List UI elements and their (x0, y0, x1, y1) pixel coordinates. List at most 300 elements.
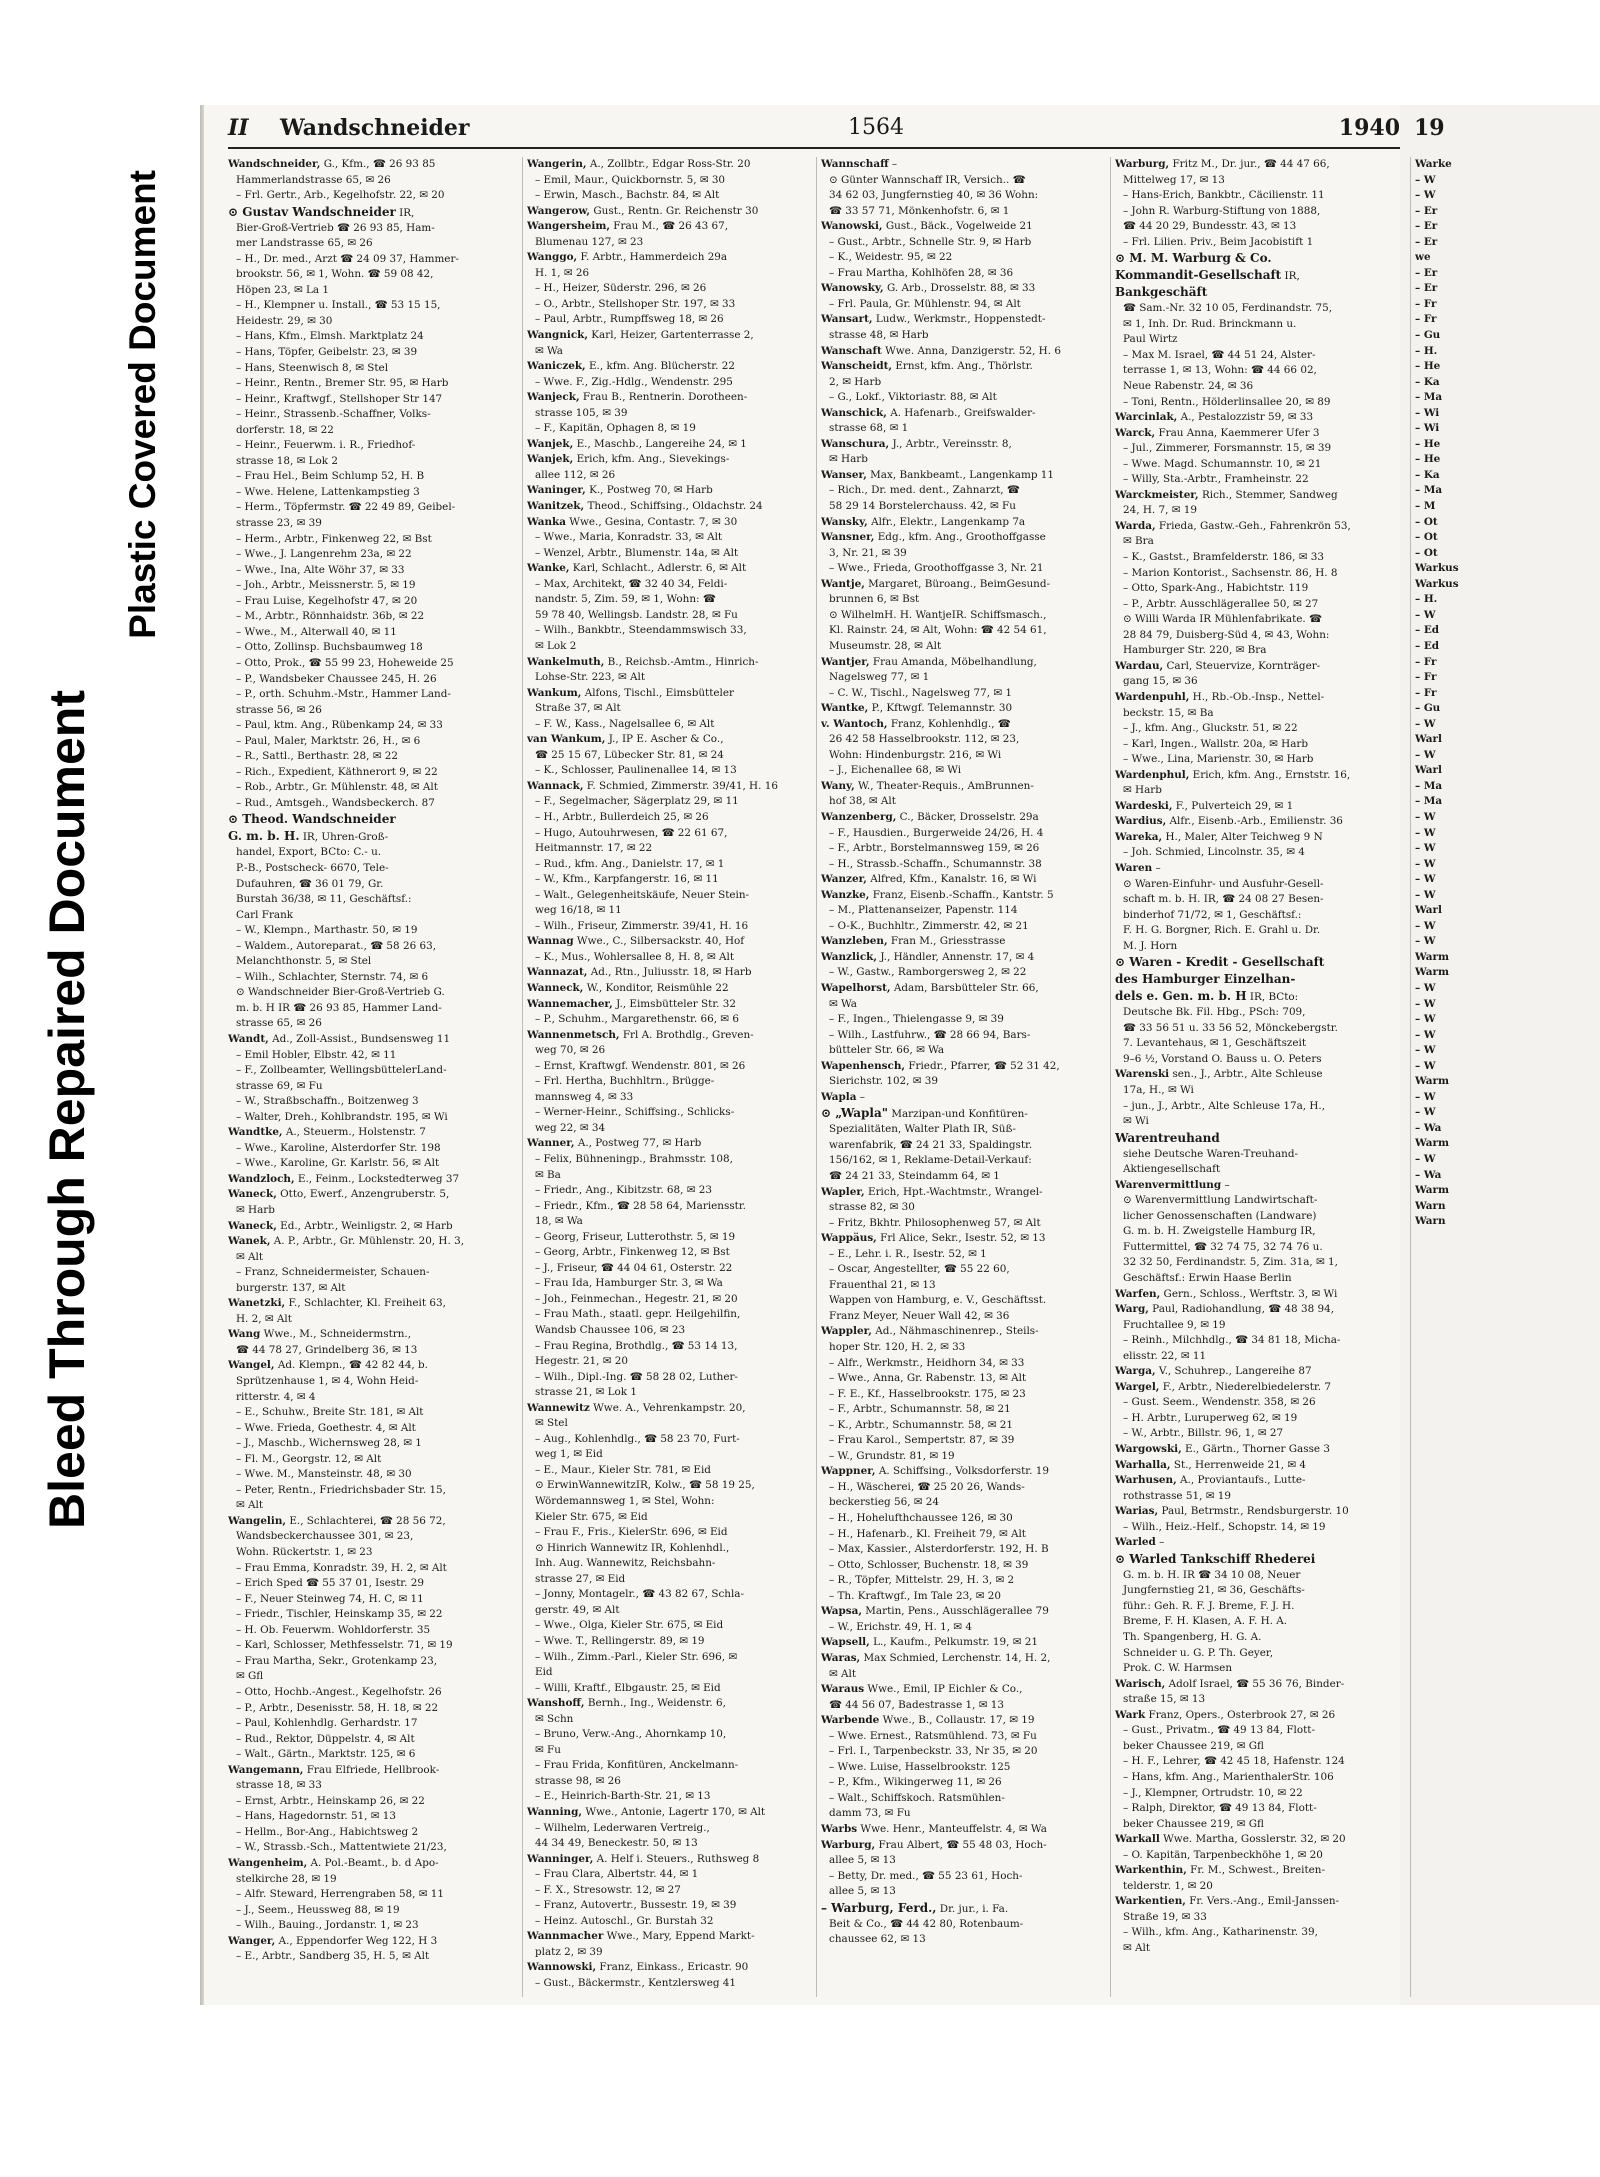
directory-entry (1115, 1599, 1393, 1615)
entry-name: Wanke, (527, 562, 570, 575)
entry-name: Wansart, (821, 313, 873, 326)
entry-text: – Aug., Kohlenhdlg., ☎ 58 23 70, Furt- (535, 1432, 740, 1445)
entry-text: Beit & Co., ☎ 44 42 80, Rotenbaum- (829, 1917, 1024, 1930)
entry-text: – H., Hohelufthchaussee 126, ✉ 30 (829, 1512, 1013, 1525)
directory-entry (228, 173, 506, 189)
directory-entry (821, 857, 1099, 873)
entry-text: Frau Amanda, Möbelhandlung, (872, 655, 1037, 668)
directory-entry (821, 577, 1099, 593)
directory-entry (821, 266, 1099, 282)
entry-text: Wohn: Hindenburgstr. 216, ✉ Wi (829, 748, 1002, 761)
entry-text: elisstr. 22, ✉ 11 (1123, 1349, 1207, 1362)
directory-entry (228, 1498, 506, 1514)
entry-text: – Emil, Maur., Quickbornstr. 5, ✉ 30 (535, 173, 726, 186)
directory-entry (228, 923, 506, 939)
directory-entry (821, 1074, 1099, 1090)
entry-text: Wwe. Henr., Manteuffelstr. 4, ✉ Wa (860, 1822, 1047, 1835)
entry-text: – Frau Hel., Beim Schlump 52, H. B (236, 470, 425, 483)
entry-text: Otto, Ewerf., Anzengruberstr. 5, (280, 1188, 450, 1201)
entry-name: Wapelhorst, (821, 981, 891, 994)
directory-entry (527, 1323, 805, 1339)
entry-text: – Alfr., Werkmstr., Heidhorn 34, ✉ 33 (829, 1356, 1025, 1369)
directory-entry (228, 1125, 506, 1141)
directory-entry (228, 469, 506, 485)
entry-text: – Erwin, Masch., Bachstr. 84, ✉ Alt (535, 189, 720, 202)
directory-entry (821, 950, 1099, 966)
next-page-entry-fragment: – Ot (1415, 531, 1438, 544)
entry-text: St., Herrenweide 21, ✉ 4 (1173, 1458, 1306, 1471)
entry-text: Wwe., Mary, Eppend Markt- (606, 1930, 755, 1943)
next-page-entry-fragment: – W (1415, 873, 1436, 886)
directory-entry (228, 157, 506, 173)
entry-text: – H. Ob. Feuerwm. Wohldorferstr. 35 (236, 1623, 431, 1636)
directory-entry (821, 157, 1099, 173)
entry-text: – E., Maur., Kieler Str. 781, ✉ Eid (535, 1463, 711, 1476)
entry-text: IR, Uhren-Groß- (302, 831, 389, 844)
directory-entry (1115, 1941, 1393, 1957)
directory-entry (527, 390, 805, 406)
entry-text: – Paul, Maler, Marktstr. 26, H., ✉ 6 (236, 734, 421, 747)
entry-text: – Rud., kfm. Ang., Danielstr. 17, ✉ 1 (535, 857, 725, 870)
directory-entry (1115, 534, 1393, 550)
next-page-entry-fragment: – Er (1415, 266, 1438, 279)
entry-text: P.-B., Postscheck- 6670, Tele- (236, 861, 389, 874)
entry-text: telderstr. 1, ✉ 20 (1123, 1879, 1213, 1892)
directory-entry (527, 686, 805, 702)
directory-entry (527, 452, 805, 468)
directory-entry (821, 1387, 1099, 1403)
next-page-entry-fragment: – W (1415, 1106, 1436, 1119)
directory-entry (527, 1090, 805, 1106)
directory-entry (527, 468, 805, 484)
entry-text: Deutsche Bk. Fil. Hbg., PSch: 709, (1123, 1006, 1306, 1019)
directory-entry (228, 188, 506, 204)
entry-text: – Otto, Spark-Ang., Habichtstr. 119 (1123, 582, 1309, 595)
directory-entry (821, 748, 1099, 764)
entry-text: – Wwe., Karoline, Alsterdorfer Str. 198 (236, 1141, 441, 1154)
directory-entry (228, 1343, 506, 1359)
directory-entry (1115, 1708, 1393, 1724)
entry-text: – (1159, 1536, 1165, 1549)
entry-text: hoper Str. 120, H. 2, ✉ 33 (829, 1341, 966, 1354)
entry-text: – Willi, Kraftf., Elbgaustr. 25, ✉ Eid (535, 1681, 721, 1694)
entry-text: allee 112, ✉ 26 (535, 468, 616, 481)
entry-text: – H., Strassb.-Schaffn., Schumannstr. 38 (829, 857, 1042, 870)
entry-text: 26 42 58 Hasselbrookstr. 112, ✉ 23, (829, 733, 1020, 746)
directory-entry (821, 1853, 1099, 1869)
entry-text: – Frl. Gertr., Arb., Kegelhofstr. 22, ✉ 20 (236, 189, 445, 202)
entry-text: Fruchtallee 9, ✉ 19 (1123, 1318, 1226, 1331)
directory-entry (228, 1529, 506, 1545)
directory-entry (1115, 1458, 1393, 1474)
directory-entry (821, 997, 1099, 1013)
directory-entry (527, 857, 805, 873)
entry-name: Waren (1115, 861, 1153, 874)
directory-entry (228, 970, 506, 986)
entry-text: rothstrasse 51, ✉ 19 (1123, 1489, 1231, 1502)
next-page-entry-fragment: – Ot (1415, 515, 1438, 528)
entry-name: Warias, (1115, 1505, 1159, 1518)
next-page-entry-fragment: we (1415, 251, 1431, 264)
entry-text: – Frl. Paula, Gr. Mühlenstr. 94, ✉ Alt (829, 297, 1021, 310)
entry-text: – P., Arbtr., Desenisstr. 58, H. 18, ✉ 22 (236, 1701, 439, 1714)
entry-text: mer Landstrasse 65, ✉ 26 (236, 237, 373, 250)
directory-entry (821, 1090, 1099, 1106)
entry-text: Frl A. Brothdlg., Greven- (622, 1028, 754, 1041)
directory-entry (527, 1525, 805, 1541)
entry-text: – Jul., Zimmerer, Forsmannstr. 15, ✉ 39 (1123, 442, 1332, 455)
entry-text: ☎ 24 21 33, Steindamm 64, ✉ 1 (829, 1170, 1000, 1182)
directory-entry (228, 1545, 506, 1561)
next-page-entry-fragment: – Er (1415, 204, 1438, 217)
entry-text: terrasse 1, ✉ 13, Wohn: ☎ 44 66 02, (1123, 364, 1317, 377)
directory-entry (527, 1914, 805, 1930)
entry-text: Futtermittel, ☎ 32 74 75, 32 74 76 u. (1123, 1240, 1323, 1253)
directory-entry (821, 1028, 1099, 1044)
next-page-entry-fragment: – Ot (1415, 546, 1438, 559)
entry-text: – Reinh., Milchhdlg., ☎ 34 81 18, Micha- (1123, 1334, 1341, 1347)
directory-entry (1115, 1661, 1393, 1677)
directory-entry (527, 483, 805, 499)
entry-text: – Wilh., Heiz.-Helf., Schopstr. 14, ✉ 19 (1123, 1520, 1326, 1533)
next-page-entry-fragment: – He (1415, 453, 1441, 466)
entry-text: Heitmannstr. 17, ✉ 22 (535, 842, 653, 855)
directory-entry (228, 1576, 506, 1592)
next-page-entry-fragment: – Gu (1415, 702, 1441, 715)
entry-name: Warbs (821, 1822, 858, 1835)
next-page-entry-fragment: – Wi (1415, 406, 1440, 419)
entry-text: – Wwe. Magd. Schumannstr. 10, ✉ 21 (1123, 457, 1322, 470)
entry-text: – K., Mus., Wohlersallee 8, H. 8, ✉ Alt (535, 950, 734, 963)
entry-text: – K., Weidestr. 95, ✉ 22 (829, 251, 953, 264)
entry-text: Alfons, Tischl., Eimsbütteler (584, 686, 734, 699)
directory-entry (527, 1385, 805, 1401)
entry-name: ⊙ Warled Tankschiff Rhederei (1115, 1551, 1316, 1566)
next-page-entry-fragment: – W (1415, 748, 1436, 761)
directory-entry (527, 204, 805, 220)
entry-text: – Wwe. Luise, Hasselbrookstr. 125 (829, 1760, 1011, 1773)
directory-entry (821, 732, 1099, 748)
entry-text: – Rich., Dr. med. dent., Zahnarzt, ☎ (829, 484, 1020, 497)
entry-name: Warck, (1115, 426, 1156, 439)
directory-entry (228, 1747, 506, 1763)
directory-entry (821, 1138, 1099, 1154)
entry-text: Erich, kfm. Ang., Ernststr. 16, (1192, 768, 1351, 781)
column-4 (1110, 157, 1393, 1997)
directory-entry (821, 1713, 1099, 1729)
entry-text: Kl. Rainstr. 24, ✉ Alt, Wohn: ☎ 42 54 61, (829, 624, 1047, 637)
directory-entry (527, 235, 805, 251)
next-page-entry-fragment: – Ka (1415, 375, 1440, 388)
directory-entry (228, 985, 506, 1001)
entry-text: Frau Anna, Kaemmerer Ufer 3 (1158, 426, 1320, 439)
directory-entry (821, 1917, 1099, 1933)
entry-name: Wanneck, (527, 981, 584, 994)
entry-text: – Karl, Ingen., Wallstr. 20a, ✉ Harb (1123, 737, 1309, 750)
directory-entry (821, 1620, 1099, 1636)
directory-entry (228, 811, 506, 828)
entry-text: – Frau Regina, Brothdlg., ☎ 53 14 13, (535, 1339, 738, 1352)
entry-text: A., Postweg 77, ✉ Harb (577, 1137, 702, 1150)
entry-text: Carl Frank (236, 908, 294, 921)
entry-text: Fritz M., Dr. jur., ☎ 44 47 66, (1172, 158, 1330, 170)
directory-entry (821, 204, 1099, 220)
directory-entry (228, 1623, 506, 1639)
directory-entry (527, 344, 805, 360)
next-page-entry-fragment: – W (1415, 826, 1436, 839)
entry-name: Wanek, (228, 1235, 271, 1248)
entry-text: P., Kftwgf. Telemannstr. 30 (871, 702, 1013, 715)
directory-entry (1115, 566, 1393, 582)
next-page-entry-fragment: – Er (1415, 282, 1438, 295)
directory-entry (527, 1821, 805, 1837)
directory-entry (1115, 1380, 1393, 1396)
entry-text: – C. W., Tischl., Nagelsweg 77, ✉ 1 (829, 686, 1012, 699)
entry-text: – Gust., Bäckermstr., Kentzlersweg 41 (535, 1976, 737, 1989)
directory-entry (821, 188, 1099, 204)
next-page-entry-fragment: – Fr (1415, 686, 1437, 699)
directory-entry (228, 1141, 506, 1157)
directory-entry (228, 1187, 506, 1203)
directory-entry (821, 250, 1099, 266)
entry-text: Wwe. Anna, Danzigerstr. 52, H. 6 (885, 344, 1061, 357)
entry-text: Adolf Israel, ☎ 55 36 76, Binder- (1168, 1677, 1345, 1690)
entry-name: Wapsa, (821, 1605, 862, 1618)
entry-text: mannsweg 4, ✉ 33 (535, 1090, 634, 1103)
entry-text: L., Kaufm., Pelkumstr. 19, ✉ 21 (873, 1636, 1038, 1649)
directory-entry (527, 1805, 805, 1821)
entry-text: – J., Klempner, Ortrudstr. 10, ✉ 22 (1123, 1786, 1303, 1799)
entry-text: M. J. Horn (1123, 939, 1178, 952)
entry-text: – H., Wäscherei, ☎ 25 20 26, Wands- (829, 1480, 1025, 1493)
entry-text: Wwe., Antonie, Lagertr 170, ✉ Alt (585, 1805, 766, 1818)
directory-entry (1115, 1692, 1393, 1708)
next-page-entry-fragment: – W (1415, 189, 1436, 202)
directory-page (204, 105, 1400, 2005)
directory-entry (527, 1774, 805, 1790)
entry-text: Wandsbeckerchaussee 301, ✉ 23, (236, 1530, 414, 1543)
directory-entry (527, 623, 805, 639)
entry-text: ⊙ Hinrich Wannewitz IR, Kohlenhdl., (535, 1541, 730, 1554)
entry-name: Wardenpuhl, (1115, 690, 1190, 703)
entry-text: Prok. C. W. Harmsen (1123, 1662, 1233, 1675)
entry-text: – E., Arbtr., Sandberg 35, H. 5, ✉ Alt (236, 1950, 430, 1963)
directory-entry (228, 687, 506, 703)
entry-text: – Wwe. M., Mansteinstr. 48, ✉ 30 (236, 1468, 412, 1481)
directory-entry (228, 1079, 506, 1095)
directory-entry (1115, 157, 1393, 173)
directory-entry (228, 609, 506, 625)
entry-text: ✉ Harb (829, 453, 868, 466)
entry-text: – Emil Hobler, Elbstr. 42, ✉ 11 (236, 1048, 397, 1061)
directory-entry (821, 546, 1099, 562)
entry-text: – Friedr., Tischler, Heinskamp 35, ✉ 22 (236, 1608, 443, 1621)
entry-name: Warhusen, (1115, 1474, 1177, 1487)
directory-entry (1115, 457, 1393, 473)
entry-name: Wany, (821, 779, 855, 792)
directory-entry (228, 298, 506, 314)
directory-entry (1115, 814, 1393, 830)
entry-text: strasse 82, ✉ 30 (829, 1201, 915, 1214)
entry-text: weg 1, ✉ Eid (535, 1448, 603, 1461)
entry-text: Frieda, Gastw.-Geh., Fahrenkrön 53, (1158, 519, 1351, 532)
directory-entry (821, 779, 1099, 795)
entry-text: Martin, Pens., Ausschlägerallee 79 (865, 1605, 1049, 1618)
directory-entry (1115, 301, 1393, 317)
entry-text: handel, Export, BCto: C.- u. (236, 846, 382, 859)
directory-entry (1115, 188, 1393, 204)
entry-text: Wohn. Rückertstr. 1, ✉ 23 (236, 1546, 373, 1559)
entry-text: strasse 18, ✉ 33 (236, 1779, 322, 1792)
entry-text: Paul Wirtz (1123, 333, 1178, 346)
next-page-entry-fragment: Warke (1415, 158, 1452, 170)
column-1 (228, 157, 506, 1997)
next-page-entry-fragment: – W (1415, 981, 1436, 994)
entry-text: Alfr., Elektr., Langenkamp 7a (871, 515, 1026, 528)
entry-text: – Hans, Kfm., Elmsh. Marktplatz 24 (236, 330, 424, 343)
directory-entry (1115, 1426, 1393, 1442)
entry-text: – Frl. Hertha, Buchhltrn., Brügge- (535, 1075, 715, 1088)
entry-text: Ed., Arbtr., Weinligstr. 2, ✉ Harb (280, 1219, 453, 1232)
entry-text: ⊙ WilhelmH. H. WantjeIR. Schiffsmasch., (829, 608, 1047, 621)
directory-entry (228, 796, 506, 812)
entry-name: Waraus (821, 1683, 865, 1696)
directory-entry (228, 407, 506, 423)
entry-text: ⊙ Wandschneider Bier-Groß-Vertrieb G. (236, 986, 445, 999)
directory-entry (228, 1607, 506, 1623)
entry-text: Eid (535, 1666, 553, 1679)
directory-entry (228, 500, 506, 516)
directory-entry (527, 1136, 805, 1152)
entry-text: Franz, Eisenb.-Schaffn., Kantstr. 5 (872, 888, 1054, 901)
entry-text: bütteler Str. 66, ✉ Wa (829, 1044, 945, 1057)
next-page-entry-fragment: – W (1415, 717, 1436, 730)
directory-entry (1115, 235, 1393, 251)
directory-entry (228, 656, 506, 672)
entry-text: – Frl. Lilien. Priv., Beim Jacobistift 1 (1123, 235, 1314, 248)
directory-entry (1115, 1052, 1393, 1068)
entry-text: – Franz, Schneidermeister, Schauen- (236, 1266, 430, 1279)
directory-entry (821, 281, 1099, 297)
directory-entry (821, 888, 1099, 904)
directory-entry (1115, 426, 1393, 442)
entry-text: – Wilh., Bankbtr., Steendammswisch 33, (535, 624, 747, 637)
entry-name: Warentreuhand (1115, 1130, 1220, 1145)
entry-text: – F., Arbtr., Borstelmannsweg 159, ✉ 26 (829, 842, 1040, 855)
entry-text: G. m. b. H. IR ☎ 34 10 08, Neuer (1123, 1568, 1301, 1581)
entry-text: Inh. Aug. Wannewitz, Reichsbahn- (535, 1557, 716, 1570)
entry-text: ⊙ Waren-Einfuhr- und Ausfuhr-Gesell- (1123, 877, 1324, 890)
entry-name: Wardau, (1115, 659, 1164, 672)
entry-text: – Herm., Töpfermstr. ☎ 22 49 89, Geibel- (236, 501, 456, 514)
entry-text: strasse 18, ✉ Lok 2 (236, 454, 338, 467)
entry-text: – F., Ingen., Thielengasse 9, ✉ 39 (829, 1013, 1004, 1026)
directory-entry (821, 981, 1099, 997)
directory-entry (527, 1043, 805, 1059)
directory-entry (1115, 1302, 1393, 1318)
next-page-entry-fragment: Warl (1415, 764, 1442, 777)
entry-text: 34 62 03, Jungfernstieg 40, ✉ 36 Wohn: (829, 189, 1039, 202)
directory-entry (228, 1949, 506, 1965)
directory-entry (228, 1312, 506, 1328)
entry-text: – R., Sattl., Berthastr. 28, ✉ 22 (236, 750, 398, 763)
directory-entry (821, 1900, 1099, 1917)
entry-text: gerstr. 49, ✉ Alt (535, 1603, 620, 1616)
entry-text: straße 15, ✉ 13 (1123, 1693, 1206, 1706)
entry-text: strasse 56, ✉ 26 (236, 703, 322, 716)
entry-text: – Franz, Autovertr., Bussestr. 19, ✉ 39 (535, 1899, 737, 1912)
entry-text: – Marion Kontorist., Sachsenstr. 86, H. 8 (1123, 566, 1338, 579)
entry-text: – Karl, Schlosser, Methfesselstr. 71, ✉ 19 (236, 1639, 453, 1652)
next-page-entry-fragment: Warn (1415, 1215, 1446, 1228)
entry-name: Warcinlak, (1115, 411, 1178, 424)
directory-entry (1115, 379, 1393, 395)
entry-name: Waneck, (228, 1188, 277, 1201)
entry-text: Marzipan-und Konfitüren- (891, 1108, 1028, 1121)
entry-text: weg 22, ✉ 34 (535, 1121, 606, 1134)
entry-text: – Wilh., Schlachter, Sternstr. 74, ✉ 6 (236, 970, 429, 983)
directory-entry (527, 1712, 805, 1728)
directory-entry (821, 1153, 1099, 1169)
entry-text: Frau Elfriede, Hellbrook- (306, 1763, 440, 1776)
plastic-covered-note: Plastic Covered Document (122, 170, 163, 639)
directory-entry (228, 1716, 506, 1732)
directory-entry (821, 499, 1099, 515)
entry-text: – Wwe., Karoline, Gr. Karlstr. 56, ✉ Alt (236, 1157, 440, 1170)
entry-text: Wwe. A., Vehrenkampstr. 20, (593, 1401, 746, 1414)
directory-entry (1115, 173, 1393, 189)
entry-text: – Walt., Gärtn., Marktstr. 125, ✉ 6 (236, 1748, 416, 1761)
entry-text: Alfr., Eisenb.-Arb., Emilienstr. 36 (1169, 815, 1343, 828)
entry-text: – Frau F., Fris., KielerStr. 696, ✉ Eid (535, 1526, 728, 1539)
directory-entry (228, 892, 506, 908)
directory-entry (821, 965, 1099, 981)
entry-text: Gust., Bäck., Vogelweide 21 (885, 220, 1033, 233)
directory-entry (228, 1203, 506, 1219)
directory-entry (1115, 1848, 1393, 1864)
next-page-entry-fragment: Warm (1415, 950, 1449, 963)
entry-text: Theod., Schiffsing., Oldachstr. 24 (587, 500, 763, 513)
directory-entry (228, 1918, 506, 1934)
entry-text: – Walter, Dreh., Kohlbrandstr. 195, ✉ Wi (236, 1110, 448, 1123)
directory-entry (527, 297, 805, 313)
next-page-entry-fragment: Warn (1415, 1199, 1446, 1212)
directory-entry (228, 1234, 506, 1250)
directory-entry (1115, 1551, 1393, 1568)
directory-entry (228, 1421, 506, 1437)
directory-entry (1115, 923, 1393, 939)
directory-entry (527, 312, 805, 328)
directory-entry (821, 1744, 1099, 1760)
directory-entry (821, 1185, 1099, 1201)
directory-entry (821, 235, 1099, 251)
directory-entry (228, 640, 506, 656)
entry-text: F., Schlachter, Kl. Freiheit 63, (288, 1297, 446, 1310)
directory-entry (527, 872, 805, 888)
volume-number: II (228, 115, 249, 141)
entry-name: Wandt, (228, 1032, 269, 1045)
entry-text: Franz Meyer, Neuer Wall 42, ✉ 36 (829, 1309, 1010, 1322)
directory-entry (821, 903, 1099, 919)
entry-text: – Frau Ida, Hamburger Str. 3, ✉ Wa (535, 1277, 723, 1290)
entry-text: strasse 98, ✉ 26 (535, 1774, 621, 1787)
directory-entry (527, 1696, 805, 1712)
entry-text: brunnen 6, ✉ Bst (829, 593, 920, 606)
directory-entry (821, 670, 1099, 686)
directory-entry (1115, 877, 1393, 893)
entry-text: – K., Arbtr., Schumannstr. 58, ✉ 21 (829, 1418, 1013, 1431)
entry-text: – Hans, Steenwisch 8, ✉ Stel (236, 361, 389, 374)
